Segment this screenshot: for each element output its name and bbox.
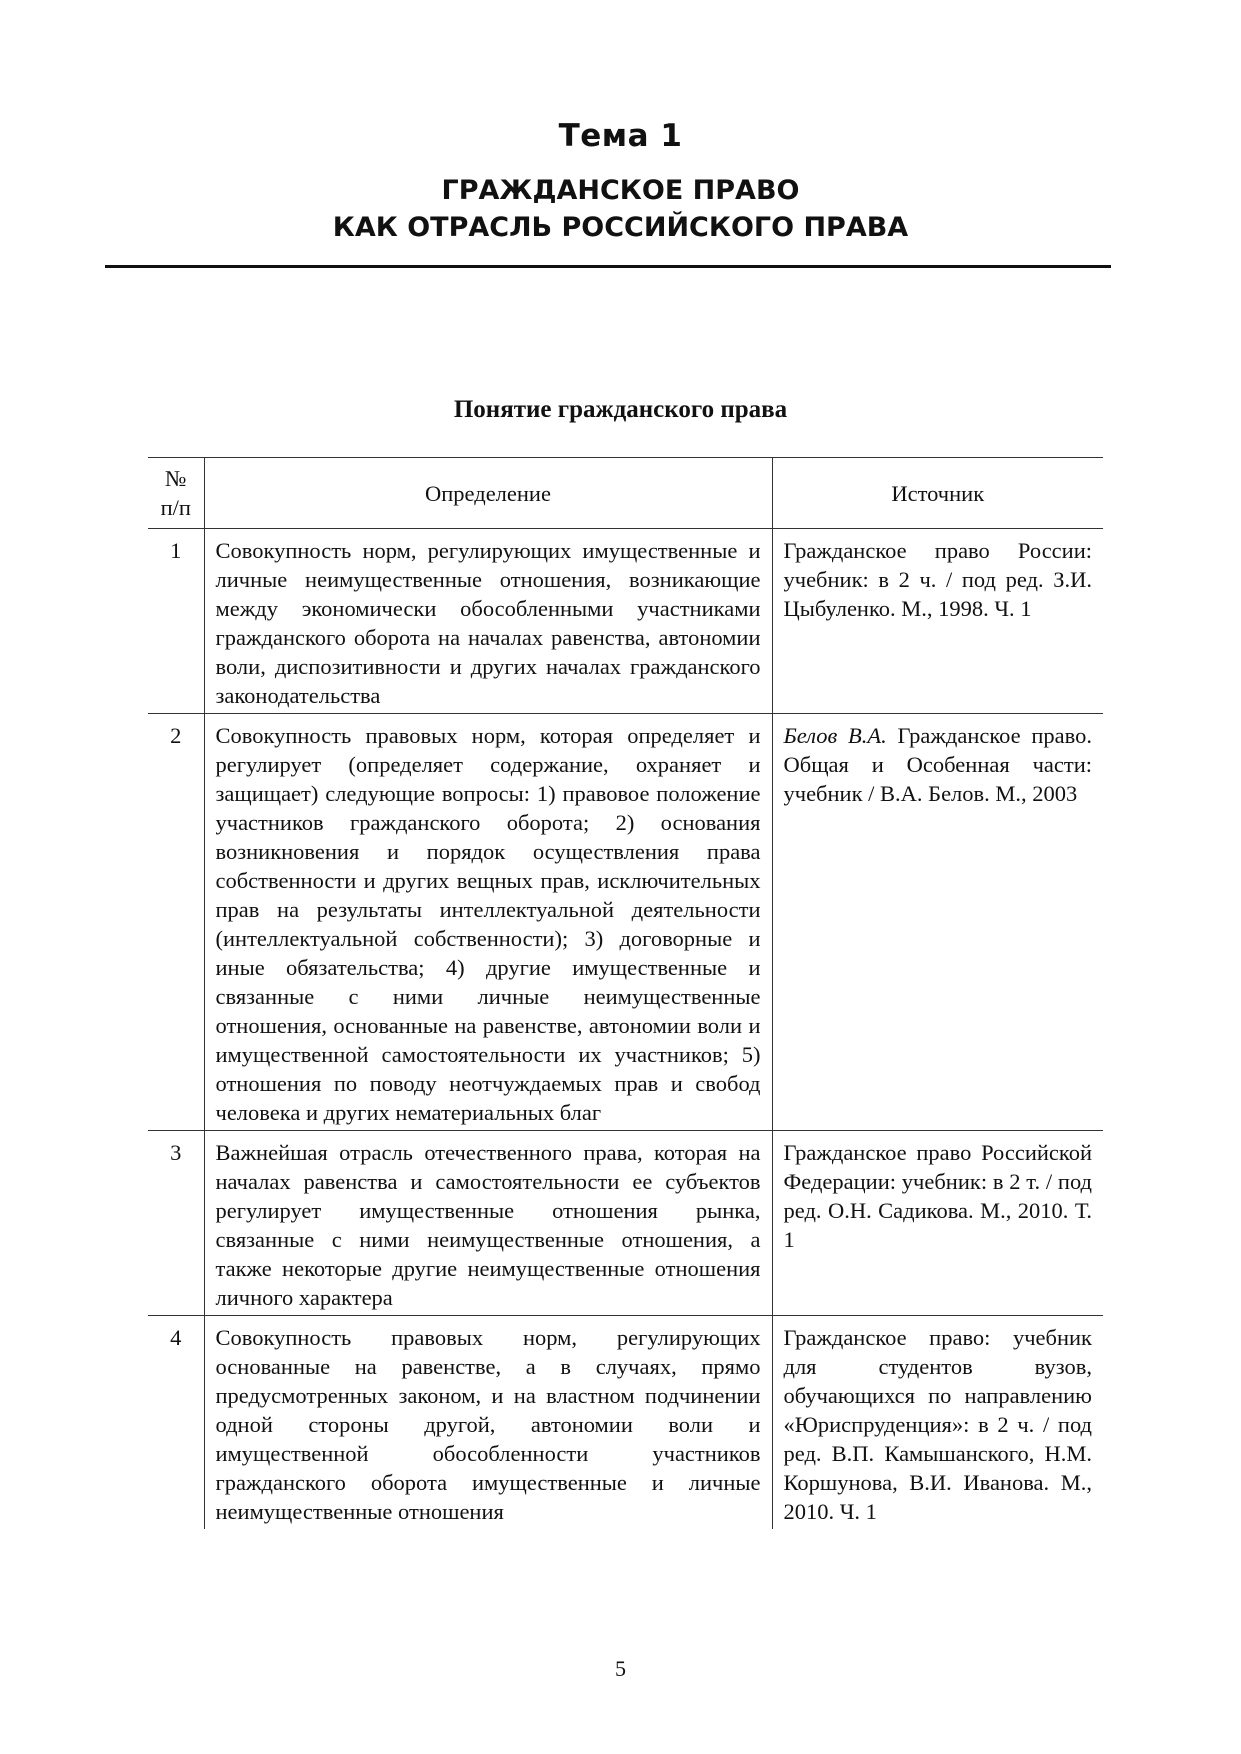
row-source-author: Белов В.А. — [783, 723, 887, 748]
row-definition: Совокупность правовых норм, которая определяет и регулирует (определяет содержание, охраняет и защищает) следующие вопросы: 1) правовое положение участников гражданского оборота; 2) основания возникновения и порядок осуществления права собственности и других вещных прав, исключительных прав на результаты интеллектуальной деятельности (интеллектуальной собственности); 3) договорные и иные обязательства; 4) другие имущественные и связанные с ними личные неимущественные отношения, основанные на равенстве, автономии воли и имущественной самостоятельности их участников; 5) отношения по поводу неотчуждаемых прав и свобод человека и других нематериальных благ — [204, 714, 772, 1131]
row-definition: Важнейшая отрасль отечественного права, которая на началах равенства и самостоятельности ее субъектов регулирует имущественные отношения рынка, связанные с ними неимущественные отношения, а также некоторые другие неимущественные отношения личного характера — [204, 1131, 772, 1316]
row-number: 4 — [148, 1316, 204, 1530]
column-header-number — [148, 458, 204, 529]
theme-title-line-1: ГРАЖДАНСКОЕ ПРАВО — [441, 175, 800, 206]
theme-title-line-2: КАК ОТРАСЛЬ РОССИЙСКОГО ПРАВА — [332, 212, 909, 243]
title-divider — [105, 265, 1111, 268]
definitions-table — [148, 457, 1103, 1529]
row-source: Гражданское право России: учебник: в 2 ч. / под ред. З.И. Цыбуленко. М., 1998. Ч. 1 — [783, 538, 1092, 621]
table-row — [148, 1131, 1103, 1316]
theme-title — [0, 172, 1241, 246]
row-source: Гражданское право. Общая и Особенная части: учебник / В.А. Белов. М., 2003 — [783, 723, 1093, 806]
definitions-table-wrapper — [148, 457, 1103, 1529]
table-row — [148, 714, 1103, 1131]
column-header-number-line-1: № — [165, 466, 187, 491]
column-header-source: Источник — [891, 480, 985, 506]
row-number: 2 — [148, 714, 204, 1131]
section-title: Понятие гражданского права — [453, 396, 788, 423]
column-header-definition: Определение — [204, 458, 772, 529]
row-number: 1 — [148, 529, 204, 714]
table-header-row — [148, 458, 1103, 529]
row-definition: Совокупность норм, регулирующих имущественные и личные неимущественные отношения, возникающие между экономически обособленными участниками гражданского оборота на началах равенства, автономии воли, диспозитивности и других началах гражданского законодательства — [204, 529, 772, 714]
table-row — [148, 529, 1103, 714]
row-number: 3 — [148, 1131, 204, 1316]
page-number: 5 — [615, 1656, 626, 1681]
table-row — [148, 1316, 1103, 1530]
row-source: Гражданское право Российской Федерации: учебник: в 2 т. / под ред. О.Н. Садикова. М., 2010. Т. 1 — [783, 1140, 1092, 1252]
theme-number: Тема 1 — [558, 118, 683, 154]
row-source-cell — [772, 714, 1103, 1131]
row-source: Гражданское право: учебник для студентов вузов, обучающихся по направлению «Юриспруденция»: в 2 ч. / под ред. В.П. Камышанского, Н.М. Коршунова, В.И. Иванова. М., 2010. Ч. 1 — [783, 1325, 1092, 1524]
column-header-number-line-2: п/п — [160, 495, 191, 520]
row-definition: Совокупность правовых норм, регулирующих основанные на равенстве, а в случаях, прямо предусмотренных законом, и на властном подчинении одной стороны другой, автономии воли и имущественной обособленности участников гражданского оборота имущественные и личные неимущественные отношения — [204, 1316, 772, 1530]
